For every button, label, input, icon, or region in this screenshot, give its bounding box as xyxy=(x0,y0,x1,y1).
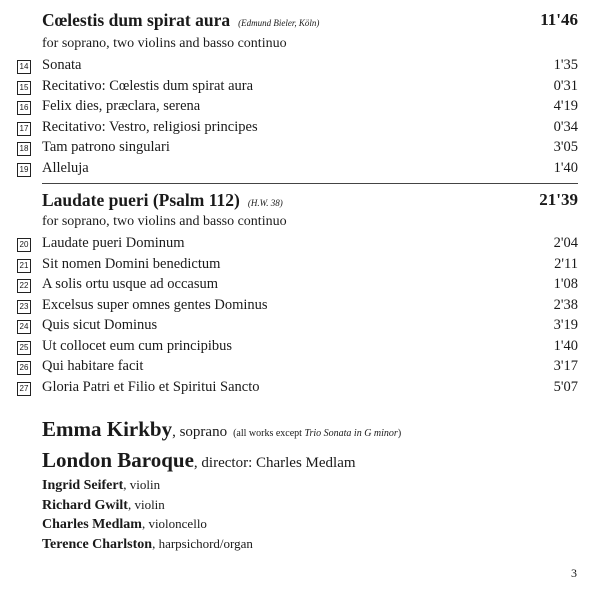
member-role: , violin xyxy=(123,477,161,492)
track-row xyxy=(0,57,600,77)
ensemble-member xyxy=(42,516,207,533)
track-row xyxy=(0,297,600,317)
performer-role: , soprano xyxy=(172,424,228,440)
track-title: Recitativo: Cœlestis dum spirat aura xyxy=(42,78,254,94)
track-number: 22 xyxy=(17,279,31,293)
track-number: 14 xyxy=(17,60,31,74)
track-title: Sit nomen Domini benedictum xyxy=(42,256,221,272)
track-title: Recitativo: Vestro, religiosi principes xyxy=(42,119,258,135)
track-number: 23 xyxy=(17,300,31,314)
track-duration: 0'31 xyxy=(553,78,578,94)
work-credit: (H.W. 38) xyxy=(247,198,283,208)
track-duration: 2'11 xyxy=(554,256,578,272)
track-title: Qui habitare facit xyxy=(42,358,144,374)
track-number: 16 xyxy=(17,101,31,115)
track-duration: 3'05 xyxy=(553,139,578,155)
track-title: Gloria Patri et Filio et Spiritui Sancto xyxy=(42,379,260,395)
track-title: Sonata xyxy=(42,57,82,73)
track-duration: 3'17 xyxy=(553,358,578,374)
track-row xyxy=(0,119,600,139)
page-number: 3 xyxy=(571,566,577,580)
performer-ensemble xyxy=(42,448,356,473)
track-title: Tam patrono singulari xyxy=(42,139,170,155)
track-title: Alleluja xyxy=(42,160,89,176)
track-row xyxy=(0,317,600,337)
track-row xyxy=(0,98,600,118)
track-row xyxy=(0,139,600,159)
track-number: 18 xyxy=(17,142,31,156)
track-row xyxy=(0,160,600,180)
track-title: A solis ortu usque ad occasum xyxy=(42,276,218,292)
ensemble-role: , director: Charles Medlam xyxy=(193,455,356,471)
track-number: 19 xyxy=(17,163,31,177)
work-duration: 21'39 xyxy=(539,190,578,209)
track-title: Ut collocet eum cum principibus xyxy=(42,338,233,354)
performer-soloist xyxy=(42,417,401,442)
track-duration: 2'38 xyxy=(553,297,578,313)
member-name: Ingrid Seifert xyxy=(42,478,124,493)
track-duration: 5'07 xyxy=(553,379,578,395)
track-duration: 1'40 xyxy=(553,160,578,176)
track-duration: 1'35 xyxy=(553,57,578,73)
track-number: 21 xyxy=(17,259,31,273)
track-number: 15 xyxy=(17,81,31,95)
track-duration: 0'34 xyxy=(553,119,578,135)
ensemble-member xyxy=(42,477,160,494)
work-duration: 11'46 xyxy=(540,10,578,29)
track-row xyxy=(0,78,600,98)
track-number: 17 xyxy=(17,122,31,136)
track-duration: 4'19 xyxy=(553,98,578,114)
track-title: Quis sicut Dominus xyxy=(42,317,158,333)
track-number: 26 xyxy=(17,361,31,375)
work-scoring: for soprano, two violins and basso continuo xyxy=(42,214,287,229)
track-duration: 1'08 xyxy=(553,276,578,292)
member-name: Richard Gwilt xyxy=(42,498,128,513)
performer-name: Emma Kirkby xyxy=(42,417,173,441)
track-title: Laudate pueri Dominum xyxy=(42,235,185,251)
track-title: Felix dies, præclara, serena xyxy=(42,98,201,114)
work-title: Laudate pueri (Psalm 112) (H.W. 38) xyxy=(42,190,283,210)
member-name: Charles Medlam xyxy=(42,517,142,532)
work-credit: (Edmund Bieler, Köln) xyxy=(238,18,320,28)
ensemble-member xyxy=(42,536,253,553)
track-title: Excelsus super omnes gentes Dominus xyxy=(42,297,268,313)
ensemble-name: London Baroque xyxy=(42,448,194,472)
track-row xyxy=(0,235,600,255)
member-role: , harpsichord/organ xyxy=(152,536,253,551)
track-number: 20 xyxy=(17,238,31,252)
member-name: Terence Charlston xyxy=(42,537,153,552)
track-row xyxy=(0,379,600,399)
track-row xyxy=(0,358,600,378)
track-number: 24 xyxy=(17,320,31,334)
track-row xyxy=(0,338,600,358)
track-number: 27 xyxy=(17,382,31,396)
work-scoring: for soprano, two violins and basso continuo xyxy=(42,36,287,51)
section-divider xyxy=(42,183,578,184)
work-title: Cœlestis dum spirat aura (Edmund Bieler, Köln) xyxy=(42,10,320,30)
track-row xyxy=(0,276,600,296)
track-duration: 1'40 xyxy=(553,338,578,354)
track-row xyxy=(0,256,600,276)
ensemble-member xyxy=(42,497,165,514)
track-duration: 3'19 xyxy=(553,317,578,333)
track-duration: 2'04 xyxy=(553,235,578,251)
member-role: , violin xyxy=(127,497,165,512)
member-role: , violoncello xyxy=(141,516,207,531)
track-number: 25 xyxy=(17,341,31,355)
performer-note: (all works except Trio Sonata in G minor) xyxy=(233,428,402,439)
